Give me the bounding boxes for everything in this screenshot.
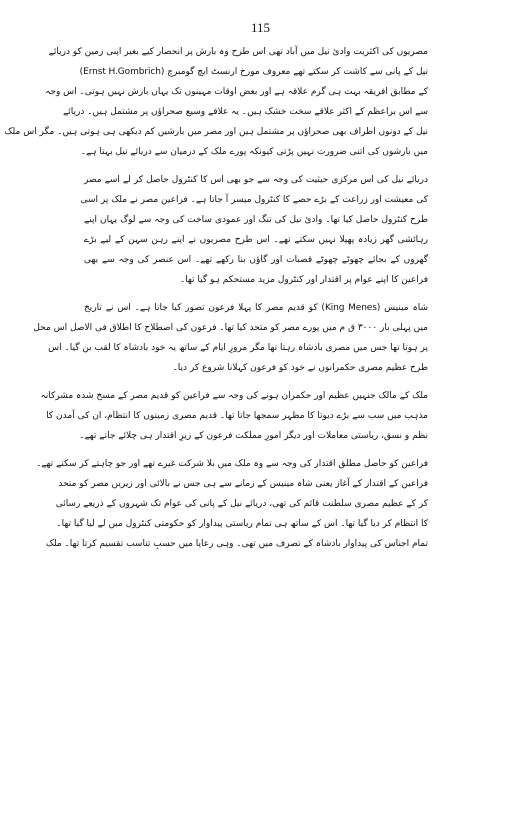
text-line: تمام اجناس کی پیداوار بادشاہ کے تصرف میں تھی۔ وہی رعایا میں حسبِ تناسب تقسیم کرتا تھا۔ ملک bbox=[45, 539, 428, 549]
paragraph-gap bbox=[84, 162, 428, 170]
text-line: دریائے نیل کی اس مرکزی حیثیت کی وجہ سے جو بھی اس کا کنٹرول حاصل کر لے اسے مصر bbox=[84, 175, 428, 185]
text-line: شاہ مینیس (King Menes) کو قدیم مصر کا پہلا فرعون تصور کیا جاتا ہے۔ اس نے تاریخ bbox=[84, 303, 429, 313]
text-line: پر ہوتا تھا جس میں مصری بادشاہ رہتا تھا مگر مرورِ ایام کے ساتھ یہ خود بادشاہ کا لقب بن گیا۔ اس bbox=[48, 343, 428, 353]
text-line: میں پہلی بار ۳۰۰۰ ق م میں پورے مصر کو متحد کیا تھا۔ فرعون کی اصطلاح کا اطلاق فی الاصل اس محل bbox=[33, 323, 428, 333]
text-line: مصریوں کی اکثریت وادئ نیل میں آباد تھی اس طرح وہ بارش پر انحصار کیے بغیر اپنی زمین کو دریائے bbox=[48, 47, 428, 57]
body-text bbox=[4, 42, 429, 554]
text-line: فراعین کے اقتدار کے آغاز یعنی شاہ مینیس کے زمانے سے ہی جس نے بالائی اور زیریں مصر کو متحد bbox=[58, 479, 428, 489]
text-line: نظم و نسق، ریاستی معاملات اور دیگر امورِ مملکت فرعون کے زیرِ اقتدار ہی چلائے جاتے تھے۔ bbox=[79, 431, 428, 441]
paragraph-gap bbox=[84, 378, 428, 386]
text-line: کے مطابق افریقہ بہت ہی گرم علاقہ ہے اور بعض اوقات مہینوں تک یہاں بارش نہیں ہوتی۔ اس وجہ bbox=[45, 87, 428, 97]
text-line: کی معیشت اور زراعت کے بڑے حصے کا کنٹرول میسر آ جاتا ہے۔ فراعین مصر نے ملک پر اسی bbox=[80, 195, 428, 205]
text-line: نیل کے دونوں اطراف بھی صحراؤں پر مشتمل ہیں اور مصر میں بارشیں کم دیکھی ہی ہوتی ہیں۔ مگر اس ملک bbox=[4, 127, 428, 137]
text-line: مذہب میں سب سے بڑے دیوتا کا مظہر سمجھا جاتا تھا۔ قدیم مصری زمینوں کا انتظام، ان کی آمدن کا bbox=[46, 411, 428, 421]
text-line: فراعین کو حاصل مطلق اقتدار کی وجہ سے وہ ملک میں بلا شرکت غیرے تھے اور جو چاہتے کر سکتے تھے۔ bbox=[35, 459, 428, 469]
text-line: رہائشی گھر زیادہ پھیلا نہیں سکتے تھے۔ اس طرح مصریوں نے اپنے رہن سہن کے لیے بڑے bbox=[84, 235, 428, 245]
text-line: نیل کے پانی سے کاشت کر سکتے تھے معروف مورخ ارنسٹ ایچ گومبرچ (Ernst H.Gombrich) bbox=[79, 67, 428, 77]
paragraph-gap bbox=[84, 446, 428, 454]
paragraph-gap bbox=[84, 290, 428, 298]
text-line: میں بارشوں کی اتنی ضرورت نہیں پڑتی کیونکہ پورے ملک کے درمیان سے دریائے نیل بہتا ہے۔ bbox=[80, 147, 428, 157]
text-line: ملک کے مالک جنہیں عظیم اور حکمران ہونے کی وجہ سے فراعین کو قدیم مصر کے مسخ شدہ مشرکانہ bbox=[40, 391, 428, 401]
text-line: گھروں کے بجائے چھوٹے چھوٹے قصبات اور گاؤں بنا رکھے تھے۔ اس عنصر کی وجہ سے بھی bbox=[84, 255, 428, 265]
text-line: طرح کنٹرول حاصل کیا تھا۔ وادئ نیل کی تنگ اور عمودی ساخت کی وجہ سے لوگ یہاں اپنے bbox=[84, 215, 428, 225]
text-line: کر کے عظیم مصری سلطنت قائم کی تھی، دریائے نیل کے پانی کی عوام تک شہروں کے ذریعے رسائی bbox=[55, 499, 428, 509]
text-line: فراعین کا اپنے عوام پر اقتدار اور کنٹرول مزید مستحکم ہو گیا تھا۔ bbox=[179, 275, 428, 285]
text-line: کا انتظام کر دیا گیا تھا۔ اس کے ساتھ ہی تمام ریاستی پیداوار کو حکومتی کنٹرول میں لے لیا گیا تھا۔ bbox=[56, 519, 428, 529]
text-line: طرح عظیم مصری حکمرانوں نے خود کو فرعون کہلانا شروع کر دیا۔ bbox=[172, 363, 428, 373]
text-line: سے اس براعظم کے اکثر علاقے سخت خشک ہیں۔ یہ علاقے وسیع صحراؤں پر مشتمل ہیں۔ دریائے bbox=[63, 107, 428, 117]
page-number: 115 bbox=[250, 20, 271, 35]
